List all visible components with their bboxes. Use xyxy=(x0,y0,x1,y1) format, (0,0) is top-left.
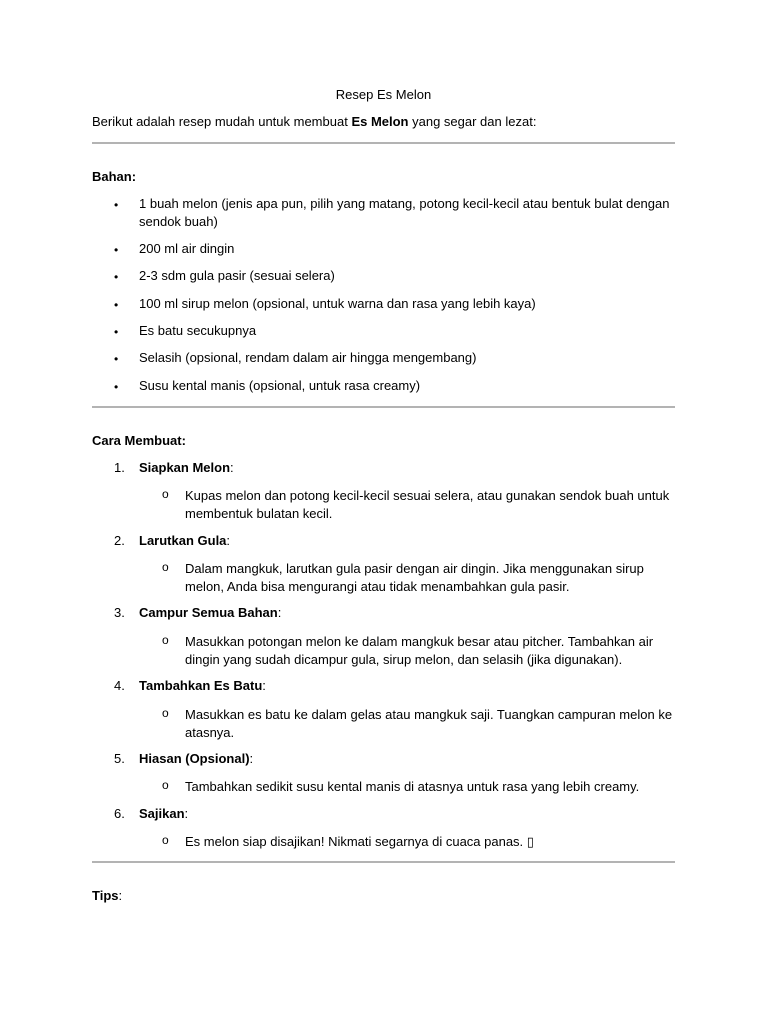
document-title: Resep Es Melon xyxy=(335,87,432,102)
sub-bullet-icon: o xyxy=(162,833,169,847)
step-number: 5. xyxy=(114,751,125,766)
intro-prefix: Berikut adalah resep mudah untuk membuat xyxy=(92,114,352,129)
sub-bullet-icon: o xyxy=(162,706,169,720)
sub-bullet-icon: o xyxy=(162,560,169,574)
step-number: 4. xyxy=(114,678,125,693)
horizontal-rule xyxy=(92,142,675,144)
bullet-icon: • xyxy=(114,298,119,312)
sub-bullet-icon: o xyxy=(162,633,169,647)
tips-heading: Tips: xyxy=(92,888,123,903)
step-title: Tambahkan Es Batu: xyxy=(139,678,266,693)
bullet-icon: • xyxy=(114,198,119,212)
sub-bullet-icon: o xyxy=(162,778,169,792)
step-title: Hiasan (Opsional): xyxy=(139,751,254,766)
step-number: 3. xyxy=(114,605,125,620)
step-detail: Kupas melon dan potong kecil-kecil sesuai selera, atau gunakan sendok buah untuk membentuk bulatan kecil. xyxy=(185,488,670,521)
step-number: 1. xyxy=(114,460,125,475)
bullet-icon: • xyxy=(114,270,119,284)
step-title: Siapkan Melon: xyxy=(139,460,234,475)
step-number: 2. xyxy=(114,533,125,548)
intro-paragraph xyxy=(92,114,536,129)
step-detail: Masukkan es batu ke dalam gelas atau mangkuk saji. Tuangkan campuran melon ke atasnya. xyxy=(185,707,673,740)
ingredient-item: Selasih (opsional, rendam dalam air hingga mengembang) xyxy=(139,350,477,365)
step-detail: Tambahkan sedikit susu kental manis di atasnya untuk rasa yang lebih creamy. xyxy=(185,779,640,794)
step-number: 6. xyxy=(114,806,125,821)
horizontal-rule xyxy=(92,406,675,408)
step-title: Campur Semua Bahan: xyxy=(139,605,282,620)
intro-bold: Es Melon xyxy=(351,114,409,129)
step-title: Larutkan Gula: xyxy=(139,533,231,548)
ingredients-heading: Bahan: xyxy=(92,169,137,184)
ingredient-item: 100 ml sirup melon (opsional, untuk warna dan rasa yang lebih kaya) xyxy=(139,296,536,311)
bullet-icon: • xyxy=(114,243,119,257)
step-detail: Masukkan potongan melon ke dalam mangkuk besar atau pitcher. Tambahkan air dingin yang sudah dicampur gula, sirup melon, dan selasih (jika digunakan). xyxy=(185,634,654,667)
horizontal-rule xyxy=(92,861,675,863)
ingredient-item: 200 ml air dingin xyxy=(139,241,235,256)
step-title: Sajikan: xyxy=(139,806,189,821)
intro-suffix: yang segar dan lezat: xyxy=(408,114,537,129)
bullet-icon: • xyxy=(114,380,119,394)
bullet-icon: • xyxy=(114,325,119,339)
bullet-icon: • xyxy=(114,352,119,366)
ingredient-item: 1 buah melon (jenis apa pun, pilih yang matang, potong kecil-kecil atau bentuk bulat dengan sendok buah) xyxy=(139,196,670,229)
method-heading: Cara Membuat: xyxy=(92,433,186,448)
sub-bullet-icon: o xyxy=(162,487,169,501)
step-detail: Es melon siap disajikan! Nikmati segarnya di cuaca panas. ▯ xyxy=(185,834,534,849)
ingredient-item: Susu kental manis (opsional, untuk rasa creamy) xyxy=(139,378,421,393)
ingredient-item: Es batu secukupnya xyxy=(139,323,257,338)
ingredient-item: 2-3 sdm gula pasir (sesuai selera) xyxy=(139,268,335,283)
step-detail: Dalam mangkuk, larutkan gula pasir dengan air dingin. Jika menggunakan sirup melon, Anda bisa mengurangi atau tidak menambahkan gula pasir. xyxy=(185,561,644,594)
